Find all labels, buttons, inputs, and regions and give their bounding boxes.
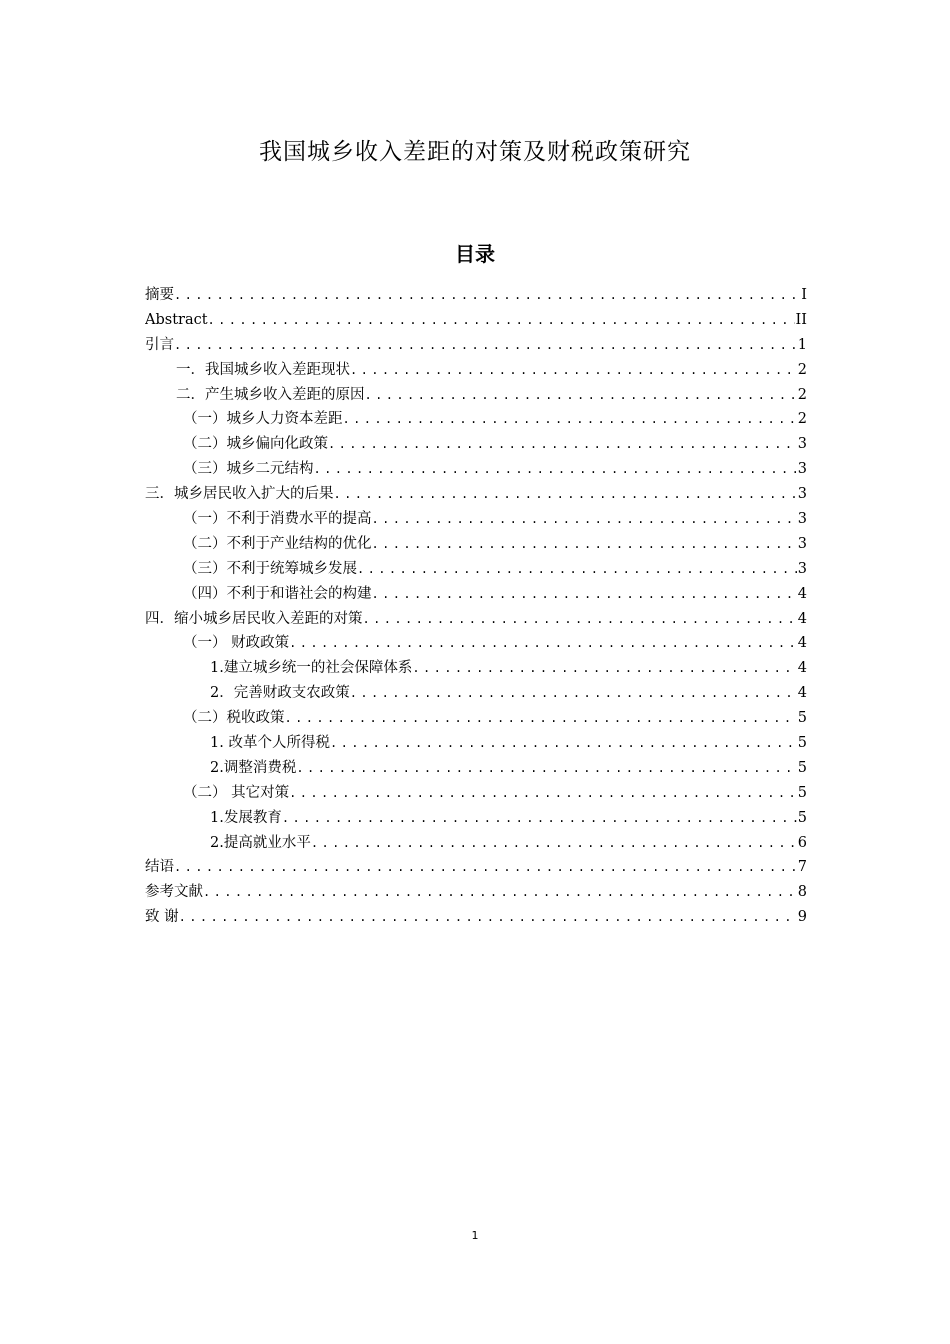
toc-dot-leader (350, 681, 797, 706)
toc-entry[interactable] (145, 407, 807, 432)
document-title: 我国城乡收入差距的对策及财税政策研究 (259, 139, 691, 165)
toc-entry-label: （一）城乡人力资本差距 (183, 411, 343, 428)
toc-dot-leader (328, 432, 797, 457)
toc-entry-page: 5 (797, 735, 807, 752)
toc-entry[interactable] (145, 656, 807, 681)
toc-entry[interactable] (145, 806, 807, 831)
toc-entry-page: 4 (797, 585, 807, 602)
toc-dot-leader (372, 532, 797, 557)
toc-dot-leader (285, 706, 797, 731)
toc-entry-page: 6 (797, 834, 807, 851)
toc-entry[interactable] (145, 432, 807, 457)
toc-dot-leader (330, 731, 797, 756)
toc-entry[interactable] (145, 756, 807, 781)
toc-entry-label: Abstract (145, 311, 208, 328)
toc-entry[interactable] (145, 855, 807, 880)
toc-entry[interactable] (145, 880, 807, 905)
toc-entry-label: 1.建立城乡统一的社会保障体系 (210, 660, 413, 677)
toc-entry-page: 8 (797, 884, 807, 901)
toc-entry-page: 5 (797, 809, 807, 826)
toc-entry-page: 3 (797, 511, 807, 528)
toc-entry-page: 3 (797, 486, 807, 503)
toc-entry-label: 2．完善财政支农政策 (210, 685, 350, 702)
toc-entry-page: 5 (797, 710, 807, 727)
toc-entry-page: 7 (797, 859, 807, 876)
toc-entry[interactable] (145, 905, 807, 930)
toc-dot-leader (343, 407, 797, 432)
toc-entry-label: 2.提高就业水平 (210, 834, 311, 851)
toc-dot-leader (174, 855, 797, 880)
toc-entry[interactable] (145, 333, 807, 358)
toc-dot-leader (289, 781, 797, 806)
toc-entry-label: （二）税收政策 (183, 710, 285, 727)
toc-dot-leader (289, 631, 797, 656)
toc-entry-page: 3 (797, 560, 807, 577)
toc-entry-label: 结语 (145, 859, 174, 876)
toc-dot-leader (311, 831, 797, 856)
toc-entry-label: 参考文献 (145, 884, 203, 901)
toc-entry-page: 4 (797, 685, 807, 702)
toc-entry-label: 2.调整消费税 (210, 759, 297, 776)
toc-entry[interactable] (145, 731, 807, 756)
toc-entry[interactable] (145, 607, 807, 632)
toc-entry-label: 致 谢 (145, 909, 179, 926)
toc-entry-label: 1. 改革个人所得税 (210, 735, 330, 752)
toc-dot-leader (314, 457, 797, 482)
toc-dot-leader (179, 905, 797, 930)
toc-dot-leader (208, 308, 795, 333)
toc-dot-leader (174, 333, 797, 358)
toc-entry[interactable] (145, 781, 807, 806)
toc-entry-page: I (801, 287, 807, 303)
toc-entry-label: （二）不利于产业结构的优化 (183, 535, 372, 552)
toc-dot-leader (174, 283, 800, 308)
toc-entry[interactable] (145, 831, 807, 856)
toc-entry[interactable] (145, 582, 807, 607)
toc-entry-page: 2 (797, 386, 807, 403)
toc-entry-label: （一） 财政政策 (183, 635, 290, 652)
toc-dot-leader (334, 482, 797, 507)
toc-entry-page: 3 (797, 461, 807, 478)
toc-entry-label: 二．产生城乡收入差距的原因 (176, 386, 365, 403)
toc-entry-page: 9 (797, 909, 807, 926)
toc-entry-label: 三．城乡居民收入扩大的后果 (145, 486, 334, 503)
toc-entry-label: 四．缩小城乡居民收入差距的对策 (145, 610, 363, 627)
toc-heading: 目录 (455, 242, 495, 266)
toc-dot-leader (350, 358, 797, 383)
toc-entry-page: 2 (797, 361, 807, 378)
toc-entry-page: 4 (797, 660, 807, 677)
toc-entry-page: 4 (797, 610, 807, 627)
page-number: 1 (471, 1229, 479, 1242)
toc-dot-leader (282, 806, 797, 831)
table-of-contents (145, 283, 807, 930)
toc-entry[interactable] (145, 681, 807, 706)
toc-entry-page: 4 (797, 635, 807, 652)
toc-entry[interactable] (145, 358, 807, 383)
toc-entry[interactable] (145, 706, 807, 731)
toc-entry-page: II (795, 311, 807, 328)
toc-entry-label: （二） 其它对策 (183, 784, 290, 801)
toc-entry-page: 5 (797, 784, 807, 801)
toc-entry-label: （三）不利于统筹城乡发展 (183, 560, 357, 577)
toc-entry[interactable] (145, 283, 807, 308)
toc-entry[interactable] (145, 557, 807, 582)
toc-dot-leader (203, 880, 797, 905)
toc-dot-leader (296, 756, 796, 781)
toc-entry[interactable] (145, 532, 807, 557)
toc-entry-label: 1.发展教育 (210, 809, 282, 826)
toc-entry-label: （二）城乡偏向化政策 (183, 436, 328, 453)
toc-entry[interactable] (145, 482, 807, 507)
toc-entry-page: 3 (797, 436, 807, 453)
toc-dot-leader (357, 557, 797, 582)
toc-entry-label: 引言 (145, 336, 174, 353)
toc-entry-label: （一）不利于消费水平的提高 (183, 511, 372, 528)
toc-dot-leader (365, 383, 797, 408)
toc-entry-page: 3 (797, 535, 807, 552)
toc-entry[interactable] (145, 507, 807, 532)
toc-entry-label: 摘要 (145, 287, 174, 303)
toc-entry-page: 2 (797, 411, 807, 428)
toc-entry-page: 5 (797, 759, 807, 776)
toc-dot-leader (372, 507, 797, 532)
toc-entry-label: （四）不利于和谐社会的构建 (183, 585, 372, 602)
toc-dot-leader (412, 656, 796, 681)
toc-entry-page: 1 (797, 336, 807, 353)
toc-dot-leader (372, 582, 797, 607)
toc-entry[interactable] (145, 308, 807, 333)
toc-entry[interactable] (145, 457, 807, 482)
toc-dot-leader (363, 607, 797, 632)
toc-entry[interactable] (145, 383, 807, 408)
toc-entry-label: （三）城乡二元结构 (183, 461, 314, 478)
toc-entry[interactable] (145, 631, 807, 656)
toc-entry-label: 一．我国城乡收入差距现状 (176, 361, 350, 378)
